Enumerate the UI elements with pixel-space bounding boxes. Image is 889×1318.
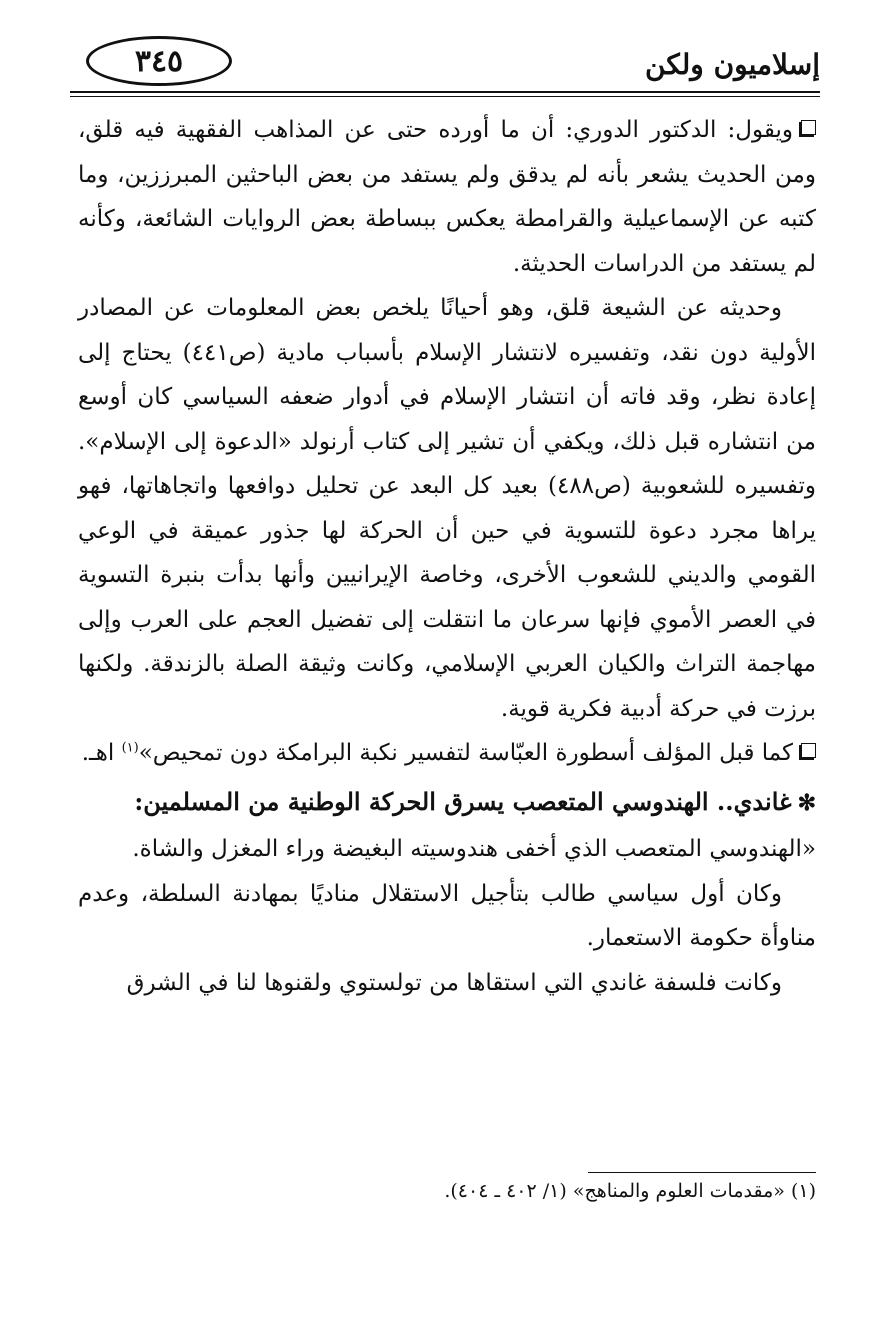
paragraph-3 bbox=[78, 731, 816, 776]
footnote: (١) «مقدمات العلوم والمناهج» (١/ ٤٠٢ ـ ٤٠٤). bbox=[444, 1180, 816, 1202]
quote-box-icon bbox=[801, 743, 816, 758]
header-rule bbox=[70, 91, 820, 97]
paragraph-4: «الهندوسي المتعصب الذي أخفى هندوسيته البغيضة وراء المغزل والشاة. bbox=[132, 836, 816, 862]
footnote-rule bbox=[588, 1172, 816, 1173]
paragraph-5: وكان أول سياسي طالب بتأجيل الاستقلال مناديًا بمهادنة السلطة، وعدم مناوأة حكومة الاستعمار. bbox=[78, 880, 816, 951]
quote-box-icon bbox=[801, 120, 816, 135]
page-number: ٣٤٥ bbox=[86, 36, 232, 86]
section-heading-text: غاندي.. الهندوسي المتعصب يسرق الحركة الوطنية من المسلمين: bbox=[134, 786, 792, 816]
paragraph-6: وكانت فلسفة غاندي التي استقاها من تولستوي ولقنوها لنا في الشرق bbox=[126, 969, 782, 996]
paragraph-2: وحديثه عن الشيعة قلق، وهو أحيانًا يلخص بعض المعلومات عن المصادر الأولية دون نقد، وتفسيره لانتشار الإسلام بأسباب مادية (ص٤٤١) يحتاج إلى إعادة نظر، وقد فاته أن انتشار الإسلام في أدوار ضعفه السياسي كان أوسع من انتشاره قبل ذلك، ويكفي أن تشير إلى كتاب أرنولد «الدعوة إلى الإسلام». وتفسيره للشعوبية (ص٤٨٨) بعيد كل البعد عن تحليل دوافعها واتجاهاتها، فهو يراها مجرد دعوة للتسوية في حين أن الحركة لها جذور عميقة في الوعي القومي والديني للشعوب الأخرى، وخاصة الإيرانيين وأنها بدأت بنبرة التسوية في العصر الأموي فإنها سرعان ما انتقلت إلى تفضيل العجم على العرب وإلى مهاجمة التراث والكيان العربي الإسلامي، وكانت وثيقة الصلة بالزندقة. ولكنها برزت في حركة أدبية فكرية قوية. bbox=[78, 295, 816, 722]
section-heading bbox=[78, 780, 816, 826]
page-header bbox=[70, 30, 820, 96]
paragraph-1-text: ويقول: الدكتور الدوري: أن ما أورده حتى عن المذاهب الفقهية فيه قلق، ومن الحديث يشعر بأنه لم يدقق ولم يستفد من بعض الباحثين المبرززين، وما كتبه عن الإسماعيلية والقرامطة يعكس ببساطة بعض الروايات الشائعة، وكأنه لم يستفد من الدراسات الحديثة. bbox=[78, 117, 816, 277]
footnote-ref: (١) bbox=[121, 740, 139, 756]
paragraph-1 bbox=[78, 108, 816, 286]
asterisk-icon: ✻ bbox=[797, 789, 816, 816]
paragraph-3-tail: اهـ. bbox=[81, 740, 122, 766]
main-text bbox=[78, 108, 816, 1005]
paragraph-3-text: كما قبل المؤلف أسطورة العبّاسة لتفسير نكبة البرامكة دون تمحيص» bbox=[138, 740, 793, 766]
running-title: إسلاميون ولكن bbox=[645, 48, 820, 81]
